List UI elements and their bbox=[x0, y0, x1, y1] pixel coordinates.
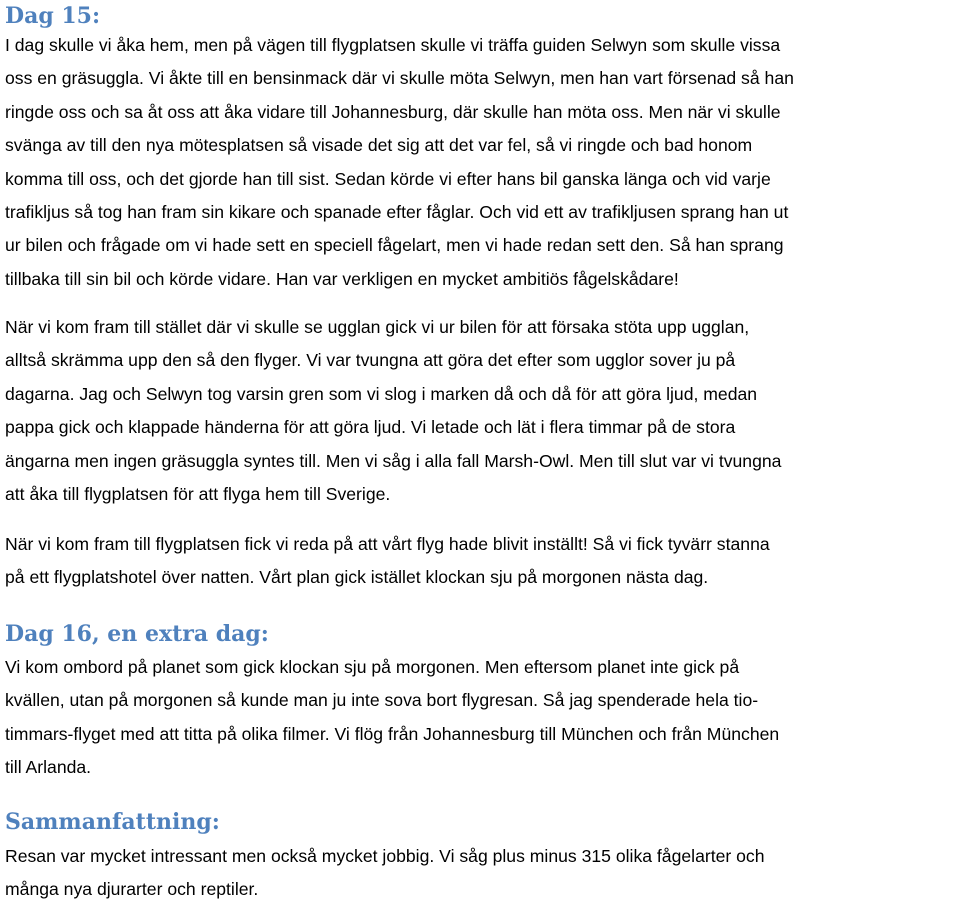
text-line: tillbaka till sin bil och körde vidare. Han var verkligen en mycket ambitiös fågelskådare! bbox=[5, 268, 679, 289]
heading-summary: Sammanfattning: bbox=[5, 809, 220, 835]
text-line: svänga av till den nya mötesplatsen så visade det sig att det var fel, så vi ringde och bad honom bbox=[5, 135, 753, 156]
paragraph-day-15-3 bbox=[5, 528, 770, 595]
text-line: pappa gick och klappade händerna för att göra ljud. Vi letade och lät i flera timmar på de stora bbox=[5, 417, 736, 438]
section-summary bbox=[5, 808, 765, 900]
text-line: kvällen, utan på morgonen så kunde man ju inte sova bort flygresan. Så jag spenderade hela tio- bbox=[5, 690, 759, 711]
text-line: ängarna men ingen gräsuggla syntes till. Men vi såg i alla fall Marsh-Owl. Men till slut var vi tvungna bbox=[5, 450, 782, 471]
text-line: timmars-flyget med att titta på olika filmer. Vi flög från Johannesburg till München och från München bbox=[5, 723, 780, 744]
text-line: alltså skrämma upp den så den flyger. Vi var tvungna att göra det efter som ugglor sover ju på bbox=[5, 350, 736, 371]
heading-day-15: Dag 15: bbox=[5, 3, 101, 29]
section-day-16 bbox=[5, 620, 780, 778]
text-line: till Arlanda. bbox=[5, 757, 92, 778]
text-line: ringde oss och sa åt oss att åka vidare till Johannesburg, där skulle han möta oss. Men när vi skulle bbox=[5, 101, 781, 122]
paragraph-day-16 bbox=[5, 651, 779, 785]
text-line: ur bilen och frågade om vi hade sett en speciell fågelart, men vi hade redan sett den. Så han sprang bbox=[5, 235, 784, 256]
paragraph-day-15-1 bbox=[5, 29, 794, 296]
text-line: I dag skulle vi åka hem, men på vägen till flygplatsen skulle vi träffa guiden Selwyn som skulle vissa bbox=[5, 35, 781, 55]
paragraph-summary bbox=[5, 840, 765, 907]
text-line: trafikljus så tog han fram sin kikare och spanade efter fåglar. Och vid ett av trafikljusen sprang han ut bbox=[5, 202, 789, 223]
text-line: att åka till flygplatsen för att flyga hem till Sverige. bbox=[5, 484, 391, 505]
text-line: dagarna. Jag och Selwyn tog varsin gren som vi slog i marken då och då för att göra ljud, medan bbox=[5, 383, 758, 404]
text-line: När vi kom fram till flygplatsen fick vi reda på att vårt flyg hade blivit inställt! Så vi fick tyvärr stanna bbox=[5, 534, 770, 554]
text-line: Vi kom ombord på planet som gick klockan sju på morgonen. Men eftersom planet inte gick på bbox=[5, 657, 740, 677]
text-line: oss en gräsuggla. Vi åkte till en bensinmack där vi skulle möta Selwyn, men han vart försenad så han bbox=[5, 68, 794, 89]
section-day-15 bbox=[5, 2, 794, 289]
text-line: många nya djurarter och reptiler. bbox=[5, 879, 259, 900]
text-line: När vi kom fram till stället där vi skulle se ugglan gick vi ur bilen för att försaka stöta upp ugglan, bbox=[5, 317, 750, 337]
text-line: komma till oss, och det gjorde han till sist. Sedan körde vi efter hans bil ganska länga och vid varje bbox=[5, 168, 771, 189]
heading-day-16: Dag 16, en extra dag: bbox=[5, 621, 269, 647]
paragraph-day-15-2 bbox=[5, 311, 781, 511]
text-line: på ett flygplatshotel över natten. Vårt plan gick istället klockan sju på morgonen nästa dag. bbox=[5, 567, 709, 588]
text-line: Resan var mycket intressant men också mycket jobbig. Vi såg plus minus 315 olika fågelarter och bbox=[5, 846, 765, 866]
